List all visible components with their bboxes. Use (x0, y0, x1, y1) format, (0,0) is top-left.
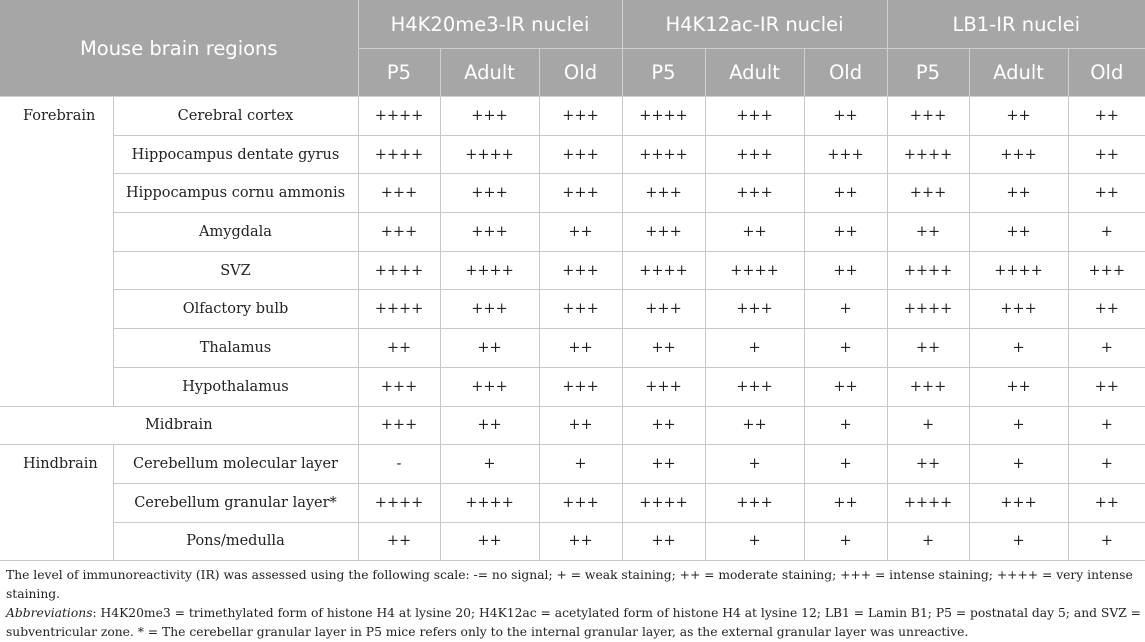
staining-cell: + (705, 445, 804, 484)
staining-cell: ++++ (622, 135, 705, 174)
staining-cell: ++ (1068, 97, 1145, 136)
staining-cell: ++ (804, 251, 887, 290)
staining-cell: +++ (539, 174, 622, 213)
staining-cell: +++ (622, 367, 705, 406)
abbreviations-text: : H4K20me3 = trimethylated form of histone H4 at lysine 20; H4K12ac = acetylated form of histone H4 at lysine 12; LB1 = Lamin B1; P5 = postnatal day 5; and SVZ = subventricular zone. * = The cerebellar granular layer in P5 mice refers only to the internal granular layer, as the external granular layer was unreactive. (6, 606, 1141, 639)
group-label: Midbrain (0, 406, 358, 445)
staining-cell: +++ (705, 97, 804, 136)
staining-cell: ++ (804, 174, 887, 213)
table-row (0, 329, 1145, 368)
table-row (0, 135, 1145, 174)
staining-cell: + (1068, 406, 1145, 445)
staining-cell: ++ (804, 97, 887, 136)
group-label: Forebrain (0, 97, 113, 407)
staining-cell: + (969, 445, 1068, 484)
staining-cell: + (804, 290, 887, 329)
table-row (0, 290, 1145, 329)
staining-cell: ++ (705, 213, 804, 252)
staining-cell: +++ (440, 174, 539, 213)
header-age: Adult (705, 49, 804, 97)
header-age: Old (539, 49, 622, 97)
staining-cell: +++ (705, 483, 804, 522)
table-row (0, 522, 1145, 561)
region-name: Amygdala (113, 213, 358, 252)
staining-cell: ++ (539, 406, 622, 445)
staining-cell: ++ (887, 329, 969, 368)
staining-cell: ++++ (969, 251, 1068, 290)
staining-cell: ++ (1068, 483, 1145, 522)
staining-cell: ++++ (358, 483, 440, 522)
region-name: Thalamus (113, 329, 358, 368)
staining-cell: +++ (887, 174, 969, 213)
staining-cell: + (969, 522, 1068, 561)
staining-cell: + (804, 445, 887, 484)
header-group-h4k12ac: H4K12ac-IR nuclei (622, 0, 887, 49)
staining-cell: ++ (1068, 174, 1145, 213)
staining-cell: ++ (804, 483, 887, 522)
region-name: SVZ (113, 251, 358, 290)
table-row (0, 406, 1145, 445)
table-row (0, 97, 1145, 136)
staining-cell: +++ (622, 174, 705, 213)
staining-cell: ++ (705, 406, 804, 445)
staining-cell: ++ (622, 522, 705, 561)
staining-cell: +++ (622, 290, 705, 329)
table-row (0, 213, 1145, 252)
staining-cell: ++++ (358, 135, 440, 174)
staining-cell: ++ (358, 522, 440, 561)
staining-cell: ++++ (440, 135, 539, 174)
staining-cell: + (887, 522, 969, 561)
table-row (0, 445, 1145, 484)
staining-cell: + (440, 445, 539, 484)
group-label: Hindbrain (0, 445, 113, 561)
staining-cell: ++++ (622, 97, 705, 136)
region-name: Cerebellum molecular layer (113, 445, 358, 484)
staining-cell: ++ (1068, 367, 1145, 406)
staining-cell: +++ (887, 97, 969, 136)
staining-cell: ++++ (440, 483, 539, 522)
staining-cell: ++++ (887, 290, 969, 329)
header-age: Adult (440, 49, 539, 97)
staining-cell: ++ (622, 445, 705, 484)
staining-cell: ++ (1068, 135, 1145, 174)
header-region: Mouse brain regions (0, 0, 358, 97)
staining-cell: +++ (440, 97, 539, 136)
staining-cell: ++++ (358, 97, 440, 136)
header-row-groups (0, 0, 1145, 49)
staining-cell: +++ (440, 367, 539, 406)
header-age: P5 (358, 49, 440, 97)
header-group-lb1: LB1-IR nuclei (887, 0, 1145, 49)
staining-cell: ++++ (440, 251, 539, 290)
staining-cell: ++ (539, 213, 622, 252)
staining-cell: + (969, 329, 1068, 368)
staining-cell: ++ (969, 367, 1068, 406)
staining-cell: ++ (539, 522, 622, 561)
staining-cell: ++ (887, 445, 969, 484)
table-row (0, 174, 1145, 213)
staining-cell: + (969, 406, 1068, 445)
region-name: Cerebral cortex (113, 97, 358, 136)
staining-cell: +++ (358, 367, 440, 406)
header-age: P5 (622, 49, 705, 97)
staining-cell: +++ (358, 406, 440, 445)
staining-cell: + (804, 522, 887, 561)
staining-cell: +++ (539, 367, 622, 406)
staining-cell: +++ (622, 213, 705, 252)
staining-cell: +++ (539, 97, 622, 136)
table-row (0, 367, 1145, 406)
staining-cell: ++ (969, 213, 1068, 252)
region-name: Cerebellum granular layer* (113, 483, 358, 522)
scale-note: The level of immunoreactivity (IR) was assessed using the following scale: -= no signal; + = weak staining; ++ = moderate staining; +++ = intense staining; ++++ = very intense staining. (6, 568, 1133, 601)
staining-cell: ++ (622, 329, 705, 368)
staining-cell: ++ (969, 97, 1068, 136)
header-age: Old (1068, 49, 1145, 97)
table-row (0, 251, 1145, 290)
staining-cell: ++ (440, 406, 539, 445)
region-name: Hypothalamus (113, 367, 358, 406)
staining-cell: + (705, 522, 804, 561)
table-row (0, 483, 1145, 522)
header-group-h4k20me3: H4K20me3-IR nuclei (358, 0, 622, 49)
staining-cell: ++++ (358, 251, 440, 290)
staining-cell: + (1068, 329, 1145, 368)
staining-cell: +++ (539, 483, 622, 522)
region-name: Olfactory bulb (113, 290, 358, 329)
staining-cell: + (705, 329, 804, 368)
abbreviations-note (6, 604, 1141, 642)
staining-cell: +++ (705, 367, 804, 406)
staining-cell: ++ (887, 213, 969, 252)
staining-cell: +++ (440, 213, 539, 252)
staining-cell: ++++ (358, 290, 440, 329)
abbreviations-label: Abbreviations (6, 606, 93, 620)
staining-cell: + (887, 406, 969, 445)
staining-cell: +++ (705, 135, 804, 174)
staining-cell: ++ (440, 329, 539, 368)
staining-cell: + (804, 406, 887, 445)
staining-cell: + (1068, 445, 1145, 484)
staining-cell: + (539, 445, 622, 484)
staining-cell: +++ (539, 135, 622, 174)
staining-cell: +++ (705, 174, 804, 213)
staining-cell: +++ (705, 290, 804, 329)
staining-cell: ++++ (622, 251, 705, 290)
staining-cell: +++ (969, 483, 1068, 522)
region-name: Hippocampus cornu ammonis (113, 174, 358, 213)
staining-cell: +++ (887, 367, 969, 406)
staining-cell: +++ (440, 290, 539, 329)
staining-cell: + (1068, 522, 1145, 561)
staining-cell: ++ (1068, 290, 1145, 329)
staining-cell: ++ (539, 329, 622, 368)
staining-cell: ++++ (887, 251, 969, 290)
staining-cell: ++ (358, 329, 440, 368)
header-age: P5 (887, 49, 969, 97)
header-age: Old (804, 49, 887, 97)
staining-cell: - (358, 445, 440, 484)
staining-cell: ++ (804, 367, 887, 406)
staining-cell: +++ (1068, 251, 1145, 290)
staining-cell: ++ (622, 406, 705, 445)
staining-cell: +++ (358, 174, 440, 213)
header-age: Adult (969, 49, 1068, 97)
staining-cell: + (1068, 213, 1145, 252)
staining-cell: ++++ (887, 483, 969, 522)
staining-cell: ++ (969, 174, 1068, 213)
staining-cell: +++ (539, 251, 622, 290)
table-body (0, 97, 1145, 561)
staining-cell: +++ (358, 213, 440, 252)
staining-cell: ++ (440, 522, 539, 561)
table-footnote (6, 566, 1141, 642)
staining-cell: +++ (969, 290, 1068, 329)
staining-cell: +++ (969, 135, 1068, 174)
staining-cell: +++ (804, 135, 887, 174)
staining-cell: + (804, 329, 887, 368)
region-name: Hippocampus dentate gyrus (113, 135, 358, 174)
staining-cell: ++ (804, 213, 887, 252)
staining-cell: ++++ (705, 251, 804, 290)
staining-cell: ++++ (887, 135, 969, 174)
staining-cell: +++ (539, 290, 622, 329)
region-name: Pons/medulla (113, 522, 358, 561)
staining-cell: ++++ (622, 483, 705, 522)
